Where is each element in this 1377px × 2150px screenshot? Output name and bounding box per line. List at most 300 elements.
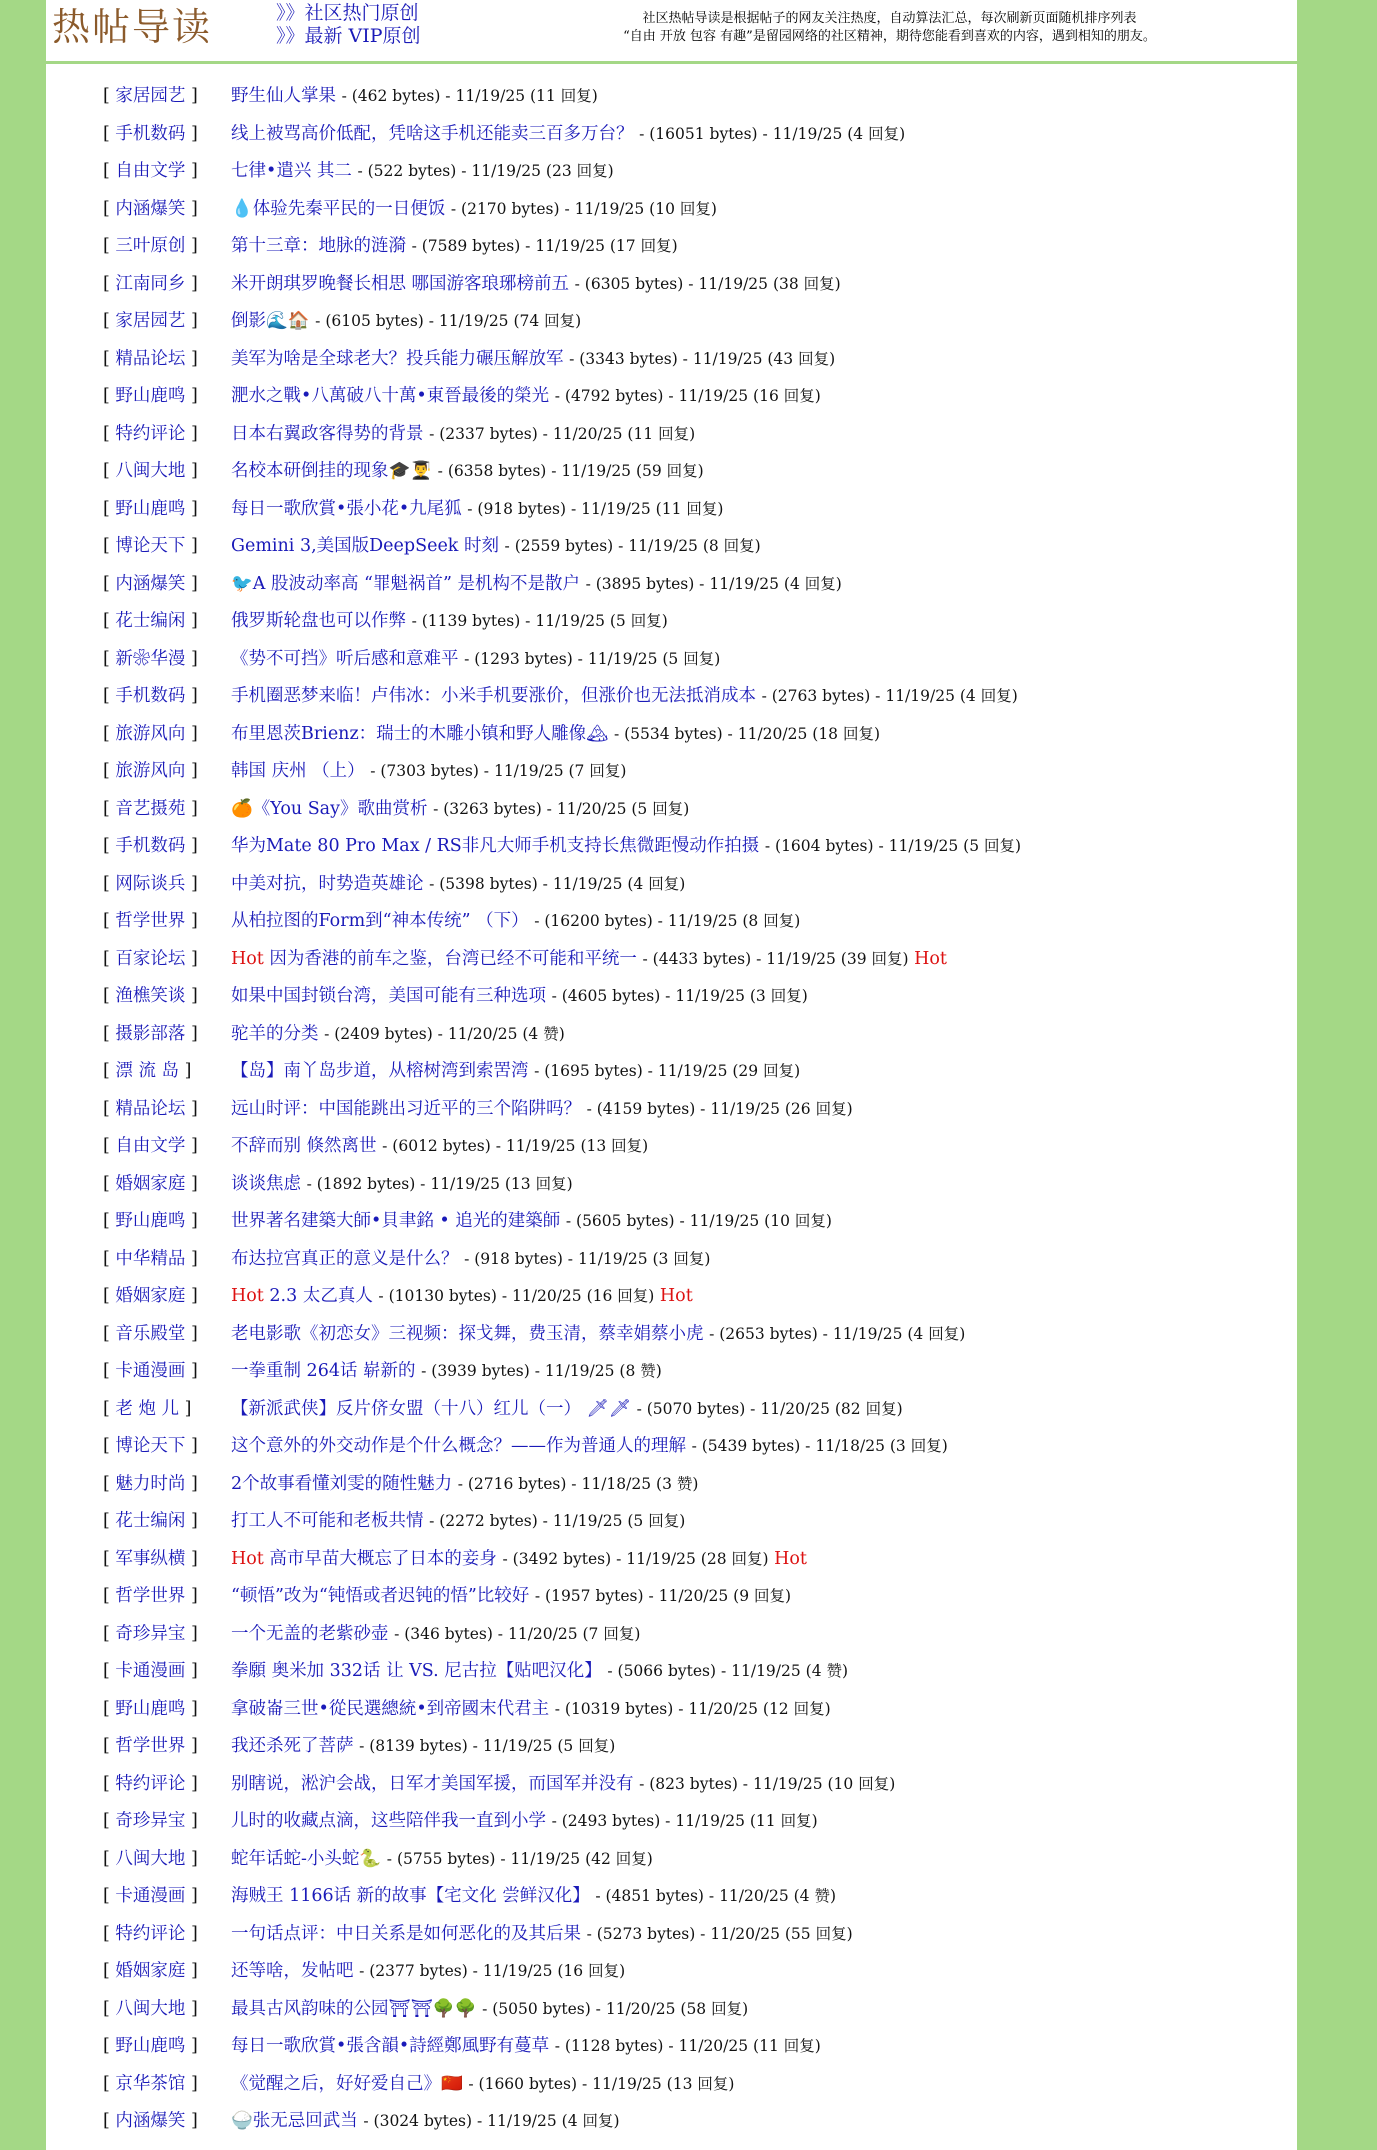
board-bracket-open: [ xyxy=(103,1886,116,1906)
board-link[interactable]: 手机数码 xyxy=(115,123,186,144)
hot-badge-trailing: Hot xyxy=(659,1286,693,1306)
post-title-link[interactable]: 名校本研倒挂的现象🎓👨‍🎓 xyxy=(231,461,433,481)
post-row xyxy=(46,2072,1297,2110)
board-tag xyxy=(103,2034,231,2058)
board-bracket-open: [ xyxy=(103,1548,116,1569)
board-link[interactable]: 八闽大地 xyxy=(115,1848,186,1869)
post-row xyxy=(46,1097,1297,1135)
board-bracket-close: ] xyxy=(185,423,198,444)
hot-badge: Hot xyxy=(231,1286,264,1306)
post-title-link[interactable]: 《觉醒之后，好好爱自己》🇨🇳 xyxy=(231,2073,463,2094)
post-row xyxy=(46,1584,1297,1622)
board-link[interactable]: 哲学世界 xyxy=(115,1736,186,1756)
board-link[interactable]: 婚姻家庭 xyxy=(115,1961,186,1981)
board-bracket-open: [ xyxy=(103,236,116,256)
post-title-link[interactable]: 💧体验先秦平民的一日便饭 xyxy=(231,198,446,219)
post-title-link[interactable]: 布达拉宫真正的意义是什么？ xyxy=(231,1248,459,1269)
board-bracket-open: [ xyxy=(103,1811,116,1831)
board-link[interactable]: 摄影部落 xyxy=(115,1023,186,1044)
post-row xyxy=(46,1547,1297,1585)
post-row xyxy=(46,722,1297,760)
post-title-link[interactable]: 还等啥，发帖吧 xyxy=(231,1961,354,1981)
board-link[interactable]: 野山鹿鸣 xyxy=(115,1211,186,1231)
board-bracket-close: ] xyxy=(185,2111,198,2131)
board-tag xyxy=(103,1209,231,1233)
board-bracket-close: ] xyxy=(185,386,198,406)
post-title-link[interactable]: 倒影🌊🏠 xyxy=(231,311,310,331)
post-title-link[interactable]: Gemini 3,美国版DeepSeek 时刻 xyxy=(231,536,499,556)
post-row xyxy=(46,1284,1297,1322)
post-title-link[interactable]: 【新派武侠】反片侪女盟（十八）红儿（一） 🗡🗡 xyxy=(231,1398,631,1419)
board-link[interactable]: 音艺摄苑 xyxy=(115,798,186,819)
board-link[interactable]: 婚姻家庭 xyxy=(115,1173,186,1194)
board-link[interactable]: 野山鹿鸣 xyxy=(115,498,186,519)
post-row xyxy=(46,1172,1297,1210)
post-meta: - (4159 bytes) - 11/19/25 (26 回复) xyxy=(586,1099,853,1118)
post-meta: - (2377 bytes) - 11/19/25 (16 回复) xyxy=(359,1962,626,1980)
post-row xyxy=(46,384,1297,422)
board-link[interactable]: 漂 流 岛 xyxy=(115,1061,180,1081)
board-bracket-open: [ xyxy=(103,873,116,894)
board-bracket-close: ] xyxy=(185,1173,198,1194)
board-tag xyxy=(103,834,231,858)
post-row xyxy=(46,309,1297,347)
post-title-link[interactable]: 谈谈焦虑 xyxy=(231,1173,301,1194)
board-bracket-open: [ xyxy=(103,1136,116,1156)
board-link[interactable]: 网际谈兵 xyxy=(115,873,186,894)
board-link[interactable]: 哲学世界 xyxy=(115,1586,186,1606)
post-meta: - (3492 bytes) - 11/19/25 (28 回复) xyxy=(502,1549,769,1568)
post-meta: - (6012 bytes) - 11/19/25 (13 回复) xyxy=(382,1137,649,1155)
post-row xyxy=(46,1472,1297,1510)
post-row xyxy=(46,534,1297,572)
board-link[interactable]: 野山鹿鸣 xyxy=(115,386,186,406)
board-bracket-open: [ xyxy=(103,1923,116,1944)
post-title-link[interactable]: 打工人不可能和老板共情 xyxy=(231,1511,424,1531)
board-link[interactable]: 京华茶馆 xyxy=(115,2073,186,2094)
post-meta: - (462 bytes) - 11/19/25 (11 回复) xyxy=(341,87,598,105)
post-meta: - (2493 bytes) - 11/19/25 (11 回复) xyxy=(551,1812,818,1830)
board-bracket-open: [ xyxy=(103,2036,116,2056)
board-tag xyxy=(103,1172,231,1196)
board-tag xyxy=(103,122,231,146)
post-row xyxy=(46,1022,1297,1060)
board-link[interactable]: 自由文学 xyxy=(115,161,186,181)
board-bracket-open: [ xyxy=(103,1173,116,1194)
post-list xyxy=(46,84,1297,2147)
nav-vip-original-link[interactable]: 》》最新 VIP原创 xyxy=(276,25,421,47)
board-tag xyxy=(103,1922,231,1946)
board-tag xyxy=(103,572,231,596)
post-meta: - (5755 bytes) - 11/19/25 (42 回复) xyxy=(386,1849,653,1868)
board-bracket-close: ] xyxy=(185,123,198,144)
board-link[interactable]: 八闽大地 xyxy=(115,461,186,481)
board-link[interactable]: 卡通漫画 xyxy=(115,1361,186,1381)
board-bracket-open: [ xyxy=(103,311,116,331)
post-title-link[interactable]: 手机圈恶梦来临！卢伟冰：小米手机要涨价，但涨价也无法抵消成本 xyxy=(231,686,756,706)
post-title-link[interactable]: 美军为啥是全球老大？投兵能力碾压解放军 xyxy=(231,348,564,369)
post-title-link[interactable]: 儿时的收藏点滴，这些陪伴我一直到小学 xyxy=(231,1811,546,1831)
board-bracket-open: [ xyxy=(103,1848,116,1869)
board-bracket-close: ] xyxy=(179,1398,192,1419)
board-tag xyxy=(103,1134,231,1158)
post-title-link[interactable]: 野生仙人掌果 xyxy=(231,86,336,106)
board-link[interactable]: 手机数码 xyxy=(115,836,186,856)
post-title-link[interactable]: 世界著名建築大師•貝聿銘 • 追光的建築師 xyxy=(231,1211,561,1231)
post-title-link[interactable]: 拿破崙三世•從民選總統•到帝國末代君主 xyxy=(231,1698,550,1719)
board-link[interactable]: 特约评论 xyxy=(115,1923,186,1944)
post-row xyxy=(46,684,1297,722)
board-link[interactable]: 精品论坛 xyxy=(115,1098,186,1119)
board-bracket-close: ] xyxy=(185,1811,198,1831)
post-title-link[interactable]: 一个无盖的老紫砂壶 xyxy=(231,1623,389,1644)
post-meta: - (3343 bytes) - 11/19/25 (43 回复) xyxy=(569,349,836,368)
board-tag xyxy=(103,1847,231,1871)
board-bracket-open: [ xyxy=(103,611,116,631)
header-note-line2: “自由 开放 包容 有趣”是留园网络的社区精神，期待您能看到喜欢的内容，遇到相知的朋友。 xyxy=(623,29,1156,44)
board-tag xyxy=(103,1622,231,1646)
post-title-link[interactable]: 华为Mate 80 Pro Max / RS非凡大师手机支持长焦微距慢动作拍摄 xyxy=(231,836,760,856)
post-row xyxy=(46,272,1297,310)
post-title-link[interactable]: 别瞎说，淞沪会战，日军才美国军援，而国军并没有 xyxy=(231,1773,634,1794)
board-tag xyxy=(103,347,231,371)
board-link[interactable]: 三叶原创 xyxy=(115,236,186,256)
post-meta: - (1695 bytes) - 11/19/25 (29 回复) xyxy=(534,1062,801,1080)
post-meta: - (10130 bytes) - 11/20/25 (16 回复) xyxy=(378,1287,655,1305)
board-bracket-close: ] xyxy=(185,1886,198,1906)
post-row xyxy=(46,759,1297,797)
board-link[interactable]: 旅游风向 xyxy=(115,761,186,781)
board-bracket-open: [ xyxy=(103,536,116,556)
board-bracket-open: [ xyxy=(103,911,116,931)
board-link[interactable]: 旅游风向 xyxy=(115,723,186,744)
post-title-link[interactable]: 最具古风韵味的公园⛩⛩🌳🌳 xyxy=(231,1998,477,2019)
board-tag xyxy=(103,647,231,671)
post-title-link[interactable]: 日本右翼政客得势的背景 xyxy=(231,423,424,444)
post-title-link[interactable]: 我还杀死了菩萨 xyxy=(231,1736,354,1756)
post-meta: - (1604 bytes) - 11/19/25 (5 回复) xyxy=(764,837,1022,855)
post-meta: - (6105 bytes) - 11/19/25 (74 回复) xyxy=(315,312,582,330)
post-title-link[interactable]: 韩国 庆州 （上） xyxy=(231,761,365,781)
board-tag xyxy=(103,684,231,708)
board-bracket-open: [ xyxy=(103,161,116,181)
board-bracket-open: [ xyxy=(103,1961,116,1981)
board-link[interactable]: 特约评论 xyxy=(115,1773,186,1794)
board-tag xyxy=(103,1472,231,1496)
post-title-link[interactable]: 布里恩茨Brienz：瑞士的木雕小镇和野人雕像🏔 xyxy=(231,723,609,744)
board-bracket-close: ] xyxy=(185,836,198,856)
board-bracket-close: ] xyxy=(185,1436,198,1456)
board-bracket-close: ] xyxy=(185,461,198,481)
post-row xyxy=(46,1809,1297,1847)
board-bracket-open: [ xyxy=(103,723,116,744)
board-link[interactable]: 渔樵笑谈 xyxy=(115,986,186,1006)
board-tag xyxy=(103,909,231,933)
board-bracket-open: [ xyxy=(103,1623,116,1644)
post-meta: - (3263 bytes) - 11/20/25 (5 回复) xyxy=(433,799,690,818)
board-link[interactable]: 花士编闲 xyxy=(115,611,186,631)
board-bracket-open: [ xyxy=(103,1098,116,1119)
board-link[interactable]: 奇珍异宝 xyxy=(115,1623,186,1644)
post-title-link[interactable]: 因为香港的前车之鉴，台湾已经不可能和平统一 xyxy=(269,948,637,969)
post-title-link[interactable]: 蛇年话蛇-小头蛇🐍 xyxy=(231,1848,382,1869)
board-link[interactable]: 卡通漫画 xyxy=(115,1661,186,1681)
board-bracket-close: ] xyxy=(179,1061,192,1081)
post-title-link[interactable]: 老电影歌《初恋女》三视频：探戈舞，费玉清，蔡幸娟蔡小虎 xyxy=(231,1323,704,1344)
board-tag xyxy=(103,1097,231,1121)
post-meta: - (5066 bytes) - 11/19/25 (4 赞) xyxy=(607,1662,849,1680)
board-bracket-open: [ xyxy=(103,1698,116,1719)
board-bracket-close: ] xyxy=(185,611,198,631)
board-link[interactable]: 博论天下 xyxy=(115,1436,186,1456)
board-tag xyxy=(103,872,231,896)
hot-badge-trailing: Hot xyxy=(774,1548,807,1569)
board-link[interactable]: 家居园艺 xyxy=(115,86,186,106)
board-link[interactable]: 花士编闲 xyxy=(115,1511,186,1531)
board-link[interactable]: 内涵爆笑 xyxy=(115,573,186,594)
post-meta: - (2409 bytes) - 11/20/25 (4 赞) xyxy=(324,1024,565,1043)
header-note-line1: 社区热帖导读是根据帖子的网友关注热度，自动算法汇总，每次刷新页面随机排序列表 xyxy=(642,11,1137,26)
board-bracket-close: ] xyxy=(185,1623,198,1644)
board-link[interactable]: 奇珍异宝 xyxy=(115,1811,186,1831)
post-title-link[interactable]: 【岛】南丫岛步道，从榕树湾到索罟湾 xyxy=(231,1061,529,1081)
board-link[interactable]: 精品论坛 xyxy=(115,348,186,369)
post-meta: - (3939 bytes) - 11/19/25 (8 赞) xyxy=(421,1362,662,1380)
post-meta: - (1957 bytes) - 11/20/25 (9 回复) xyxy=(534,1587,792,1605)
post-row xyxy=(46,1847,1297,1885)
board-bracket-close: ] xyxy=(185,1661,198,1681)
board-bracket-open: [ xyxy=(103,648,116,669)
board-bracket-close: ] xyxy=(185,1211,198,1231)
post-row xyxy=(46,1772,1297,1810)
board-link[interactable]: 哲学世界 xyxy=(115,911,186,931)
post-title-link[interactable]: 海贼王 1166话 新的故事【宅文化 尝鲜汉化】 xyxy=(231,1886,590,1906)
nav-hot-original-link[interactable]: 》》社区热门原创 xyxy=(276,2,419,24)
board-tag xyxy=(103,1997,231,2021)
board-bracket-open: [ xyxy=(103,798,116,819)
board-tag xyxy=(103,947,231,971)
board-bracket-open: [ xyxy=(103,1511,116,1531)
board-bracket-open: [ xyxy=(103,386,116,406)
board-link[interactable]: 自由文学 xyxy=(115,1136,186,1156)
post-title-link[interactable]: 七律•遣兴 其二 xyxy=(231,161,352,181)
board-link[interactable]: 八闽大地 xyxy=(115,1998,186,2019)
post-title-link[interactable]: 淝水之戰•八萬破八十萬•東晉最後的榮光 xyxy=(231,386,550,406)
post-meta: - (522 bytes) - 11/19/25 (23 回复) xyxy=(357,162,614,180)
board-bracket-close: ] xyxy=(185,86,198,106)
board-bracket-open: [ xyxy=(103,1998,116,2019)
board-tag xyxy=(103,534,231,558)
board-bracket-open: [ xyxy=(103,948,116,969)
post-row xyxy=(46,1434,1297,1472)
header-nav xyxy=(276,2,421,48)
board-link[interactable]: 老 炮 儿 xyxy=(115,1398,180,1419)
post-title-link[interactable]: 每日一歌欣賞•張含韻•詩經鄭風野有蔓草 xyxy=(231,2036,550,2056)
board-bracket-close: ] xyxy=(185,948,198,969)
board-tag xyxy=(103,1397,231,1421)
post-title-link[interactable]: 驼羊的分类 xyxy=(231,1023,319,1044)
board-bracket-close: ] xyxy=(185,536,198,556)
board-bracket-open: [ xyxy=(103,573,116,594)
post-row xyxy=(46,1959,1297,1997)
board-bracket-close: ] xyxy=(185,1998,198,2019)
board-tag xyxy=(103,1247,231,1271)
board-bracket-close: ] xyxy=(185,1923,198,1944)
post-row xyxy=(46,1697,1297,1735)
post-meta: - (5273 bytes) - 11/20/25 (55 回复) xyxy=(586,1924,853,1943)
board-bracket-open: [ xyxy=(103,1323,116,1344)
post-title-link[interactable]: 高市早苗大概忘了日本的妾身 xyxy=(269,1548,497,1569)
post-row xyxy=(46,1134,1297,1172)
board-link[interactable]: 江南同乡 xyxy=(115,273,186,294)
hot-badge-trailing: Hot xyxy=(914,948,947,969)
post-row xyxy=(46,1997,1297,2035)
post-row xyxy=(46,2109,1297,2147)
board-link[interactable]: 中华精品 xyxy=(115,1248,186,1269)
board-link[interactable]: 军事纵横 xyxy=(115,1548,186,1569)
post-row xyxy=(46,159,1297,197)
board-tag xyxy=(103,159,231,183)
board-bracket-close: ] xyxy=(185,498,198,519)
post-title-link[interactable]: 不辞而别 倏然离世 xyxy=(231,1136,377,1156)
board-link[interactable]: 音乐殿堂 xyxy=(115,1323,186,1344)
post-meta: - (4851 bytes) - 11/20/25 (4 赞) xyxy=(595,1887,836,1905)
board-bracket-close: ] xyxy=(185,1248,198,1269)
board-bracket-open: [ xyxy=(103,2111,116,2131)
board-link[interactable]: 魅力时尚 xyxy=(115,1473,186,1494)
post-row xyxy=(46,1509,1297,1547)
board-tag xyxy=(103,84,231,108)
board-bracket-open: [ xyxy=(103,1773,116,1794)
post-meta: - (16051 bytes) - 11/19/25 (4 回复) xyxy=(639,124,906,143)
post-meta: - (5534 bytes) - 11/20/25 (18 回复) xyxy=(613,724,881,743)
board-link[interactable]: 内涵爆笑 xyxy=(115,2111,186,2131)
post-meta: - (10319 bytes) - 11/20/25 (12 回复) xyxy=(554,1699,831,1718)
post-meta: - (918 bytes) - 11/19/25 (3 回复) xyxy=(464,1249,711,1268)
post-title-link[interactable]: 《势不可挡》听后感和意难平 xyxy=(231,648,459,669)
post-title-link[interactable]: 第十三章：地脉的涟漪 xyxy=(231,236,406,256)
board-bracket-open: [ xyxy=(103,1736,116,1756)
board-link[interactable]: 家居园艺 xyxy=(115,311,186,331)
board-bracket-open: [ xyxy=(103,461,116,481)
post-meta: - (2653 bytes) - 11/19/25 (4 回复) xyxy=(709,1324,966,1343)
post-title-link[interactable]: 俄罗斯轮盘也可以作弊 xyxy=(231,611,406,631)
board-tag xyxy=(103,309,231,333)
board-link[interactable]: 婚姻家庭 xyxy=(115,1286,186,1306)
board-bracket-close: ] xyxy=(185,198,198,219)
post-meta: - (5398 bytes) - 11/19/25 (4 回复) xyxy=(429,874,686,893)
board-tag xyxy=(103,1547,231,1571)
board-tag xyxy=(103,2109,231,2133)
board-tag xyxy=(103,1809,231,1833)
board-link[interactable]: 特约评论 xyxy=(115,423,186,444)
post-title-link[interactable]: 2.3 太乙真人 xyxy=(269,1286,373,1306)
post-title-link[interactable]: 一句话点评：中日关系是如何恶化的及其后果 xyxy=(231,1923,581,1944)
board-link[interactable]: 野山鹿鸣 xyxy=(115,2036,186,2056)
post-meta: - (6358 bytes) - 11/19/25 (59 回复) xyxy=(437,462,704,480)
post-title-link[interactable]: “顿悟”改为“钝悟或者迟钝的悟”比较好 xyxy=(231,1586,530,1606)
post-title-link[interactable]: 一拳重制 264话 崭新的 xyxy=(231,1361,416,1381)
post-title-link[interactable]: 拳願 奥米加 332话 让 VS. 尼古拉【贴吧汉化】 xyxy=(231,1661,602,1681)
post-title-link[interactable]: 远山时评：中国能跳出习近平的三个陷阱吗？ xyxy=(231,1098,581,1119)
post-title-link[interactable]: 每日一歌欣賞•張小花•九尾狐 xyxy=(231,498,462,519)
board-link[interactable]: 内涵爆笑 xyxy=(115,198,186,219)
board-bracket-close: ] xyxy=(185,1586,198,1606)
board-bracket-open: [ xyxy=(103,1436,116,1456)
board-bracket-close: ] xyxy=(185,1286,198,1306)
board-bracket-open: [ xyxy=(103,686,116,706)
board-tag xyxy=(103,497,231,521)
board-bracket-open: [ xyxy=(103,273,116,294)
board-link[interactable]: 新❀华漫 xyxy=(115,648,186,669)
post-meta: - (2716 bytes) - 11/18/25 (3 赞) xyxy=(457,1474,699,1493)
post-meta: - (4433 bytes) - 11/19/25 (39 回复) xyxy=(642,949,909,968)
board-bracket-close: ] xyxy=(185,986,198,1006)
post-title-link[interactable]: 米开朗琪罗晚餐长相思 哪国游客琅琊榜前五 xyxy=(231,273,570,294)
post-title-link[interactable]: 线上被骂高价低配，凭啥这手机还能卖三百多万台？ xyxy=(231,123,634,144)
post-title-link[interactable]: 2个故事看懂刘雯的随性魅力 xyxy=(231,1473,453,1494)
board-bracket-close: ] xyxy=(185,1773,198,1794)
board-bracket-close: ] xyxy=(185,2073,198,2094)
board-bracket-open: [ xyxy=(103,348,116,369)
post-meta: - (5605 bytes) - 11/19/25 (10 回复) xyxy=(565,1212,832,1230)
board-bracket-open: [ xyxy=(103,986,116,1006)
post-title-link[interactable]: 🍊《You Say》歌曲赏析 xyxy=(231,798,428,819)
board-bracket-close: ] xyxy=(185,2036,198,2056)
post-meta: - (7589 bytes) - 11/19/25 (17 回复) xyxy=(411,237,678,255)
post-title-link[interactable]: 中美对抗，时势造英雄论 xyxy=(231,873,424,894)
board-bracket-open: [ xyxy=(103,1061,116,1081)
post-row xyxy=(46,122,1297,160)
board-link[interactable]: 百家论坛 xyxy=(115,948,186,969)
board-bracket-close: ] xyxy=(185,1023,198,1044)
post-title-link[interactable]: 🐦A 股波动率高 “罪魁祸首” 是机构不是散户 xyxy=(231,573,581,594)
post-row xyxy=(46,647,1297,685)
board-bracket-open: [ xyxy=(103,1248,116,1269)
board-link[interactable]: 卡通漫画 xyxy=(115,1886,186,1906)
board-bracket-open: [ xyxy=(103,836,116,856)
post-title-link[interactable]: 这个意外的外交动作是个什么概念？——作为普通人的理解 xyxy=(231,1436,686,1456)
post-title-link[interactable]: 🍚张无忌回武当 xyxy=(231,2111,358,2131)
board-bracket-open: [ xyxy=(103,423,116,444)
post-meta: - (4792 bytes) - 11/19/25 (16 回复) xyxy=(554,387,821,405)
board-tag xyxy=(103,759,231,783)
post-row xyxy=(46,1359,1297,1397)
post-row xyxy=(46,984,1297,1022)
board-tag xyxy=(103,272,231,296)
board-bracket-close: ] xyxy=(185,686,198,706)
board-link[interactable]: 野山鹿鸣 xyxy=(115,1698,186,1719)
post-title-link[interactable]: 从柏拉图的Form到“神本传统” （下） xyxy=(231,911,529,931)
board-tag xyxy=(103,609,231,633)
post-row xyxy=(46,1059,1297,1097)
board-tag xyxy=(103,1509,231,1533)
post-row xyxy=(46,947,1297,985)
site-title: 热帖导读 xyxy=(52,5,213,49)
post-row xyxy=(46,84,1297,122)
post-row xyxy=(46,1209,1297,1247)
board-tag xyxy=(103,1884,231,1908)
board-link[interactable]: 手机数码 xyxy=(115,686,186,706)
post-title-link[interactable]: 如果中国封锁台湾，美国可能有三种选项 xyxy=(231,986,546,1006)
post-meta: - (5070 bytes) - 11/20/25 (82 回复) xyxy=(636,1399,903,1418)
post-meta: - (1128 bytes) - 11/20/25 (11 回复) xyxy=(554,2037,821,2055)
post-meta: - (2559 bytes) - 11/19/25 (8 回复) xyxy=(504,537,761,555)
post-meta: - (8139 bytes) - 11/19/25 (5 回复) xyxy=(359,1737,616,1755)
board-tag xyxy=(103,1322,231,1346)
board-link[interactable]: 博论天下 xyxy=(115,536,186,556)
hot-badge: Hot xyxy=(231,1548,264,1569)
